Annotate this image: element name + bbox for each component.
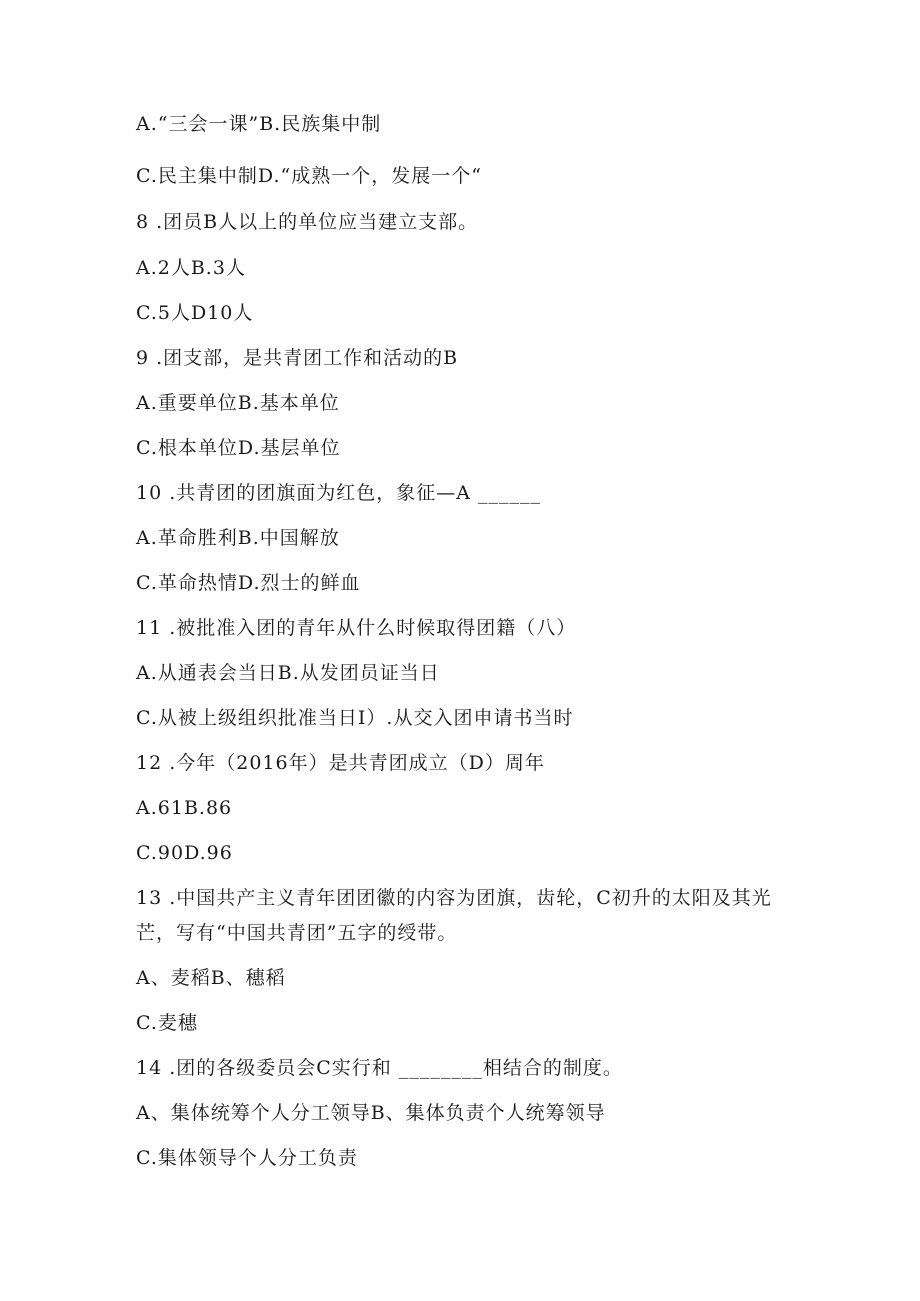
q8-question: 8 .团员B人以上的单位应当建立支部。: [136, 211, 479, 233]
q9-question: 9 .团支部，是共青团工作和活动的B: [136, 347, 459, 369]
q11-options-cd: C.从被上级组织批准当日I）.从交入团申请书当时: [136, 707, 574, 729]
q10-options-cd: C.革命热情D.烈士的鲜血: [136, 572, 361, 594]
q14-options-ab: A、集体统筹个人分工领导B、集体负责个人统筹领导: [136, 1102, 606, 1124]
q7-options-cd: C.民主集中制D.“成熟一个，发展一个“: [136, 165, 482, 187]
q12-options-ab: A.61B.86: [136, 797, 233, 819]
q13-options-ab: A、麦稻B、穗稻: [136, 967, 286, 989]
q8-options-ab: A.2人B.3人: [136, 257, 246, 279]
q14-question: 14 .团的各级委员会C实行和 ________相结合的制度。: [136, 1057, 623, 1079]
q11-options-ab: A.从通表会当日B.从发团员证当日: [136, 662, 440, 684]
q12-question: 12 .今年（2016年）是共青团成立（D）周年: [136, 752, 545, 774]
q8-options-cd: C.5人D10人: [136, 302, 254, 324]
q13-question-line-2: 芒，写有“中国共青团”五字的绶带。: [136, 922, 458, 944]
q9-options-cd: C.根本单位D.基层单位: [136, 437, 341, 459]
q13-options-c: C.麦穗: [136, 1012, 198, 1034]
q14-options-c: C.集体领导个人分工负责: [136, 1147, 358, 1169]
q10-question: 10 .共青团的团旗面为红色，象征—A ______: [136, 482, 542, 504]
q12-options-cd: C.90D.96: [136, 842, 233, 864]
q9-options-ab: A.重要单位B.基本单位: [136, 392, 340, 414]
q10-options-ab: A.革命胜利B.中国解放: [136, 527, 340, 549]
q11-question: 11 .被批准入团的青年从什么时候取得团籍（八）: [136, 617, 577, 639]
q7-options-ab: A.“三会一课”B.民族集中制: [136, 113, 382, 135]
q13-question-line-1: 13 .中国共产主义青年团团徽的内容为团旗，齿轮，C初升的太阳及其光: [136, 887, 772, 909]
